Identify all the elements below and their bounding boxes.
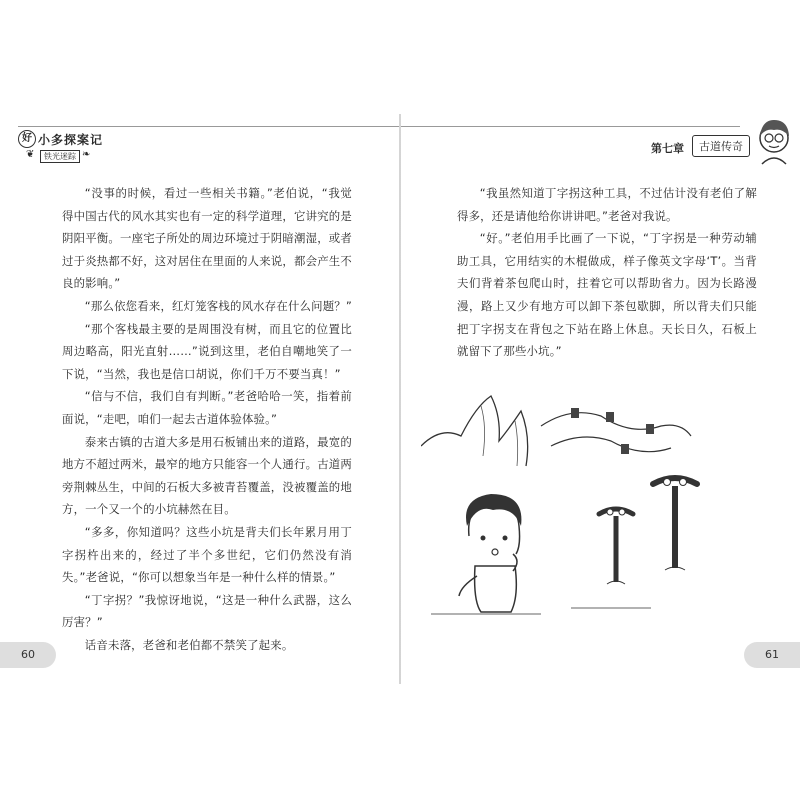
right-page bbox=[401, 114, 800, 684]
paragraph: “信与不信，我们自有判断。”老爸哈哈一笑，指着前面说，“走吧，咱们一起去古道体验体验。” bbox=[62, 389, 352, 426]
character-avatar-icon bbox=[752, 114, 796, 166]
series-subtitle: 铁光迷踪 bbox=[40, 150, 80, 163]
header-rule bbox=[401, 126, 740, 127]
left-body-text bbox=[62, 182, 352, 656]
series-logo: 好 bbox=[18, 130, 36, 148]
t-staff-figure bbox=[599, 509, 633, 584]
page-number: 61 bbox=[744, 642, 800, 668]
paragraph: “那个客栈最主要的是周围没有树，而且它的位置比周边略高，阳光直射……”说到这里，老伯自嘲地笑了一下说，“当然，我也是信口胡说，你们千万不要当真！” bbox=[62, 321, 352, 381]
illustration-boy-and-staffs bbox=[421, 386, 791, 622]
series-title: 小多探案记 bbox=[38, 133, 104, 147]
chapter-number: 第七章 bbox=[651, 142, 684, 155]
paragraph: “那么依您看来，红灯笼客栈的风水存在什么问题？” bbox=[84, 298, 352, 313]
paragraph: 泰来古镇的古道大多是用石板铺出来的道路，最宽的地方不超过两米，最窄的地方只能容一个人通行。古道两旁荆棘丛生，中间的石板大多被青苔覆盖，没被覆盖的地方，一个又一个的小坑赫然在目。 bbox=[62, 434, 352, 517]
chapter-title: 古道传奇 bbox=[692, 135, 750, 157]
ornament-icon: ❦ bbox=[26, 149, 35, 160]
boy-figure bbox=[459, 494, 521, 612]
paragraph: “好。”老伯用手比画了一下说，“丁字拐是一种劳动辅助工具，它用结实的木棍做成，样子像英文字母‘T’。当背夫们背着茶包爬山时，拄着它可以帮助省力。因为长路漫漫，路上又少有地方可以卸下茶包歇脚，所以背夫们只能把丁字拐支在背包之下站在路上休息。天长日久，石板上就留下了那些小坑。” bbox=[457, 231, 757, 359]
left-page bbox=[0, 114, 399, 684]
paragraph: “我虽然知道丁字拐这种工具，不过估计没有老伯了解得多，还是请他给你讲讲吧。”老爸对我说。 bbox=[457, 186, 757, 223]
paragraph: 话音未落，老爸和老伯都不禁笑了起来。 bbox=[84, 637, 294, 652]
page-number: 60 bbox=[0, 642, 56, 668]
paragraph: “没事的时候，看过一些相关书籍。”老伯说，“我觉得中国古代的风水其实也有一定的科学道理，它讲究的是阴阳平衡。一座宅子所处的周边环境过于阴暗潮湿，或者过于炎热都不好，这对居住在里面的人来说，都会产生不良的影响。” bbox=[62, 186, 352, 291]
paragraph: “丁字拐？”我惊讶地说，“这是一种什么武器，这么厉害？” bbox=[62, 592, 352, 630]
book-spread bbox=[0, 114, 800, 684]
series-header bbox=[18, 128, 138, 168]
header-rule bbox=[18, 126, 399, 127]
right-body-text bbox=[457, 182, 757, 363]
ornament-icon: ❧ bbox=[82, 149, 91, 160]
paragraph: “多多，你知道吗？这些小坑是背夫们长年累月用丁字拐杵出来的，经过了半个多世纪，它们仍然没有消失。”老爸说，“你可以想象当年是一种什么样的情景。” bbox=[62, 524, 352, 585]
t-staff-figure bbox=[653, 478, 697, 570]
